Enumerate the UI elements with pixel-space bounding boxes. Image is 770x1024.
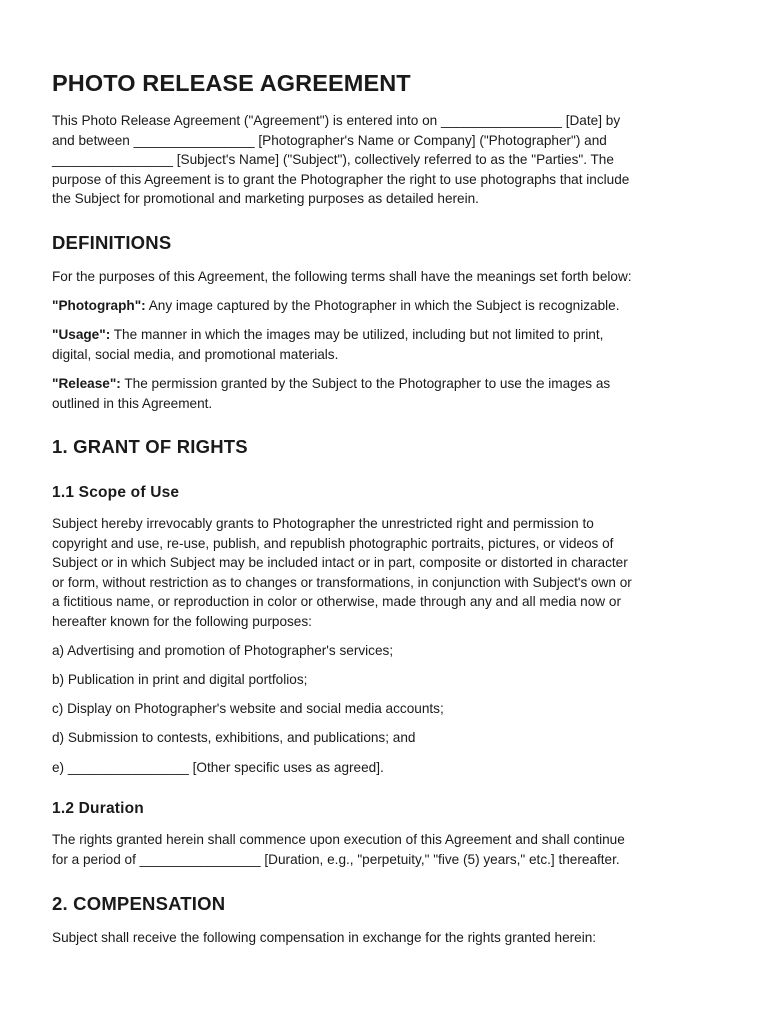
- definitions-lead: [52, 267, 724, 287]
- purpose-text: c) Display on Photographer's website and social media accounts;: [52, 701, 444, 716]
- intro-line: purpose of this Agreement is to grant the Photographer the right to use photographs that include: [52, 171, 630, 187]
- purpose-item-d: [52, 728, 724, 748]
- intro-line: and between ________________ [Photographer's Name or Company] ("Photographer") and: [52, 132, 607, 148]
- purpose-item-b: [52, 670, 724, 690]
- scope-line: or form, without restriction as to changes or transformations, in conjunction with Subject's own or: [52, 574, 632, 590]
- definition-release: [52, 374, 724, 413]
- definition-text: outlined in this Agreement.: [52, 395, 213, 411]
- compensation-lead: [52, 928, 724, 948]
- intro-line: This Photo Release Agreement ("Agreement") is entered into on ________________ [Date] by: [52, 113, 621, 128]
- definitions-lead-text: For the purposes of this Agreement, the following terms shall have the meanings set forth below:: [52, 269, 632, 284]
- purpose-text: b) Publication in print and digital portfolios;: [52, 672, 308, 687]
- intro-line: the Subject for promotional and marketing purposes as detailed herein.: [52, 191, 479, 207]
- purpose-item-c: [52, 699, 724, 719]
- definition-term: "Usage":: [52, 327, 111, 342]
- grant-heading: 1. GRANT OF RIGHTS: [52, 436, 248, 457]
- intro-line: ________________ [Subject's Name] ("Subject"), collectively referred to as the "Parties". The: [52, 152, 614, 168]
- purpose-item-e: [52, 758, 724, 778]
- definition-text: digital, social media, and promotional materials.: [52, 346, 339, 362]
- definitions-heading: DEFINITIONS: [52, 232, 172, 253]
- duration-line: The rights granted herein shall commence upon execution of this Agreement and shall continue: [52, 832, 625, 847]
- definition-photograph: [52, 296, 724, 316]
- duration-heading: 1.2 Duration: [52, 800, 144, 817]
- intro-paragraph: [52, 111, 724, 209]
- scope-line: a fictitious name, or reproduction in color or otherwise, made through any and all media now or: [52, 594, 621, 610]
- definition-text: The permission granted by the Subject to the Photographer to use the images as: [120, 376, 611, 391]
- purpose-text: e) ________________ [Other specific uses as agreed].: [52, 760, 384, 775]
- scope-line: Subject or in which Subject may be included intact or in part, composite or distorted in character: [52, 555, 628, 571]
- definition-text: Any image captured by the Photographer in which the Subject is recognizable.: [145, 298, 620, 313]
- definition-text: The manner in which the images may be utilized, including but not limited to print,: [110, 327, 604, 342]
- compensation-lead-text: Subject shall receive the following compensation in exchange for the rights granted herein:: [52, 930, 597, 945]
- definition-usage: [52, 325, 724, 364]
- scope-heading: 1.1 Scope of Use: [52, 484, 180, 501]
- purpose-text: a) Advertising and promotion of Photographer's services;: [52, 643, 394, 658]
- compensation-heading: 2. COMPENSATION: [52, 893, 226, 914]
- definition-term: "Release":: [52, 376, 121, 391]
- document-title: PHOTO RELEASE AGREEMENT: [52, 70, 411, 96]
- purpose-text: d) Submission to contests, exhibitions, and publications; and: [52, 730, 416, 745]
- definition-term: "Photograph":: [52, 298, 146, 313]
- duration-paragraph: [52, 830, 724, 869]
- scope-paragraph: [52, 514, 724, 632]
- purpose-item-a: [52, 641, 724, 661]
- scope-line: hereafter known for the following purposes:: [52, 613, 312, 629]
- duration-line: for a period of ________________ [Duration, e.g., "perpetuity," "five (5) years," etc.] thereafter.: [52, 851, 620, 867]
- scope-line: Subject hereby irrevocably grants to Photographer the unrestricted right and permission to: [52, 516, 594, 531]
- scope-line: copyright and use, re-use, publish, and republish photographic portraits, pictures, or videos of: [52, 535, 614, 551]
